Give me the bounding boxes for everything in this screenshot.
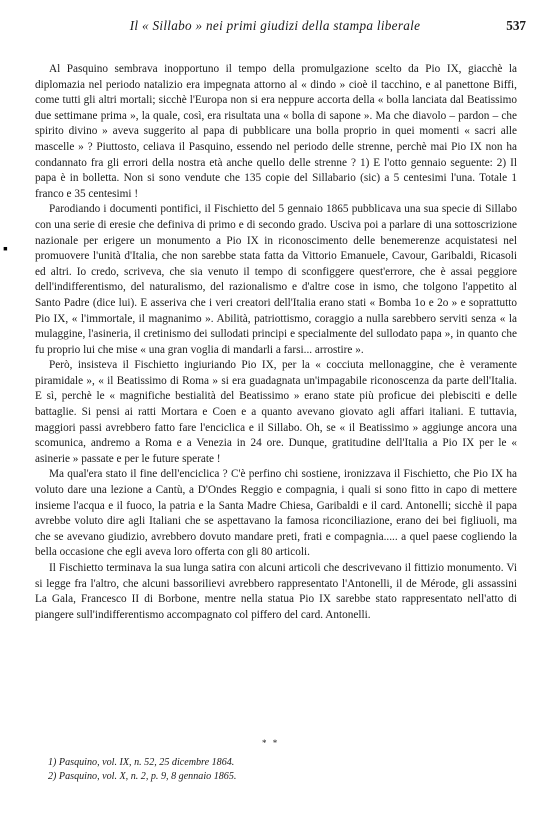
footnotes [48,756,508,783]
footnote-1: 1) Pasquino, vol. IX, n. 52, 25 dicembre 1864. [48,757,235,768]
footnote-2: 2) Pasquino, vol. X, n. 2, p. 9, 8 gennaio 1865. [48,770,237,782]
paragraph-monument: Il Fischietto terminava la sua lunga satira con alcuni articoli che descrivevano il fittizio monumento. Vi si legge fra l'altro, che alcuni bassorilievi avrebbero rappresentato l'Antonelli, il de Mérode, gli assassini La Gala, Francesco II di Borbone, mentre nella statua Pio IX sarebbe stato rappresentato nell'atto di piangere sull'indifferentismo accompagnato col piffero del card. Antonelli. [35,562,517,621]
running-header [0,18,550,38]
body-text [35,62,517,623]
page-number: 537 [506,18,526,33]
paragraph-pasquino: Al Pasquino sembrava inopportuno il tempo della promulgazione scelto da Pio IX, giacchè la diplomazia nel periodo natalizio era impegnata attorno al « dindo » cioè il tacchino, e al panettone Biffi, come tutti gli altri mortali; sicchè l'Europa non si era neppure accorta della « bolla lanciata dal Beatissimo due settimane prima », la quale, così, era risultata una « bolla di sapone ». Ma che diavolo – pardon – che spirito divino » aveva suggerito al papa di pubblicare una bolla proprio in quei momenti « sacri alle mascelle » ? Piuttosto, celiava il Pasquino, essendo nel periodo delle strenne, perchè mai Pio IX non ha condannato fra gli errori della nostra età anche quello delle strenne ? 1) E l'otto gennaio seguente: 2) Il papa è in bolletta. Non si sono vendute che 135 copie del Sillabario (sic) a 5 centesimi l'una. Totale 1 franco e 35 centesimi ! [35,63,517,200]
paragraph-encyclical-purpose: Ma qual'era stato il fine dell'enciclica ? C'è perfino chi sostiene, ironizzava il Fischietto, che Pio IX ha voluto dare una lezione a Cantù, a D'Ondes Reggio e compagnia, i quali si sono fitto in capo di mettere insieme l'acqua e il fuoco, la patria e la Santa Madre Chiesa, Garibaldi e il card. Antonelli; sicchè il papa avrebbe voluto dire agli Italiani che se aspettavano la famosa riconciliazione, erano dei bei figliuoli, ma che se avevano giudizio, avrebbero dovuto mandare preti, frati e compagnia..... a quel paese cogliendo la bella occasione che egli aveva loro offerta con gli 80 articoli. [35,468,517,559]
footnote-separator: * * [262,738,280,748]
paragraph-fischietto-sillabo: Parodiando i documenti pontifici, il Fischietto del 5 gennaio 1865 pubblicava una sua specie di Sillabo con una serie di eresie che definiva di primo e di secondo grado. Usciva poi a parlare di una sottoscrizione nazionale per erigere un monumento a Pio IX in riconoscimento delle benemerenze acquistatesi nel promuovere l'unità d'Italia, che non sarebbe stata fatta da Vittorio Emanuele, Cavour, Garibaldi, Ricasoli ed altri. Io credo, scriveva, che sia venuto il tempo di sconfiggere quest'errore, che è assai peggiore dell'indifferentismo, del naturalismo, del razionalismo e d'altre cose in ismo, che tolgono l'appetito al Santo Padre (dice lui). E asseriva che i veri creatori dell'Italia erano stati « Bomba 1o e 2o » e soprattutto Pio IX, « l'immortale, il magnanimo ». Abilità, patriottismo, coraggio a nulla sarebbero serviti senza « la mulaggine, l'asineria, il cretinismo dei sullodati principi e specialmente del sullodato papa », in quanto che fu proprio lui che mise « una gran voglia di mandarli a farsi... arrostire ». [35,203,517,356]
paragraph-fischietto-gratitude: Però, insisteva il Fischietto ingiuriando Pio IX, per la « cocciuta mellonaggine, che è veramente piramidale », « il Beatissimo di Roma » si era guadagnata un'impagabile riconoscenza da parte dell'Italia. E sì, perchè le « magnifiche bestialità del Beatissimo » erano state più proficue dei plebisciti e delle battaglie. Si pensi ai ratti Mortara e Coen e a quanto avevano giovato agli affari italiani. E tuttavia, maggiori passi avrebbero fatto fare l'enciclica e il Sillabo. Oh, se « il Beatissimo » aggiunge ancora una scomunica, andremo a Roma e a Venezia in 24 ore. Dunque, gratitudine dell'Italia a Pio IX per le « asinerie » passate e per le future sperate ! [35,359,517,465]
margin-mark: ▪ [3,242,8,257]
running-title: Il « Sillabo » nei primi giudizi della stampa liberale [129,18,421,33]
